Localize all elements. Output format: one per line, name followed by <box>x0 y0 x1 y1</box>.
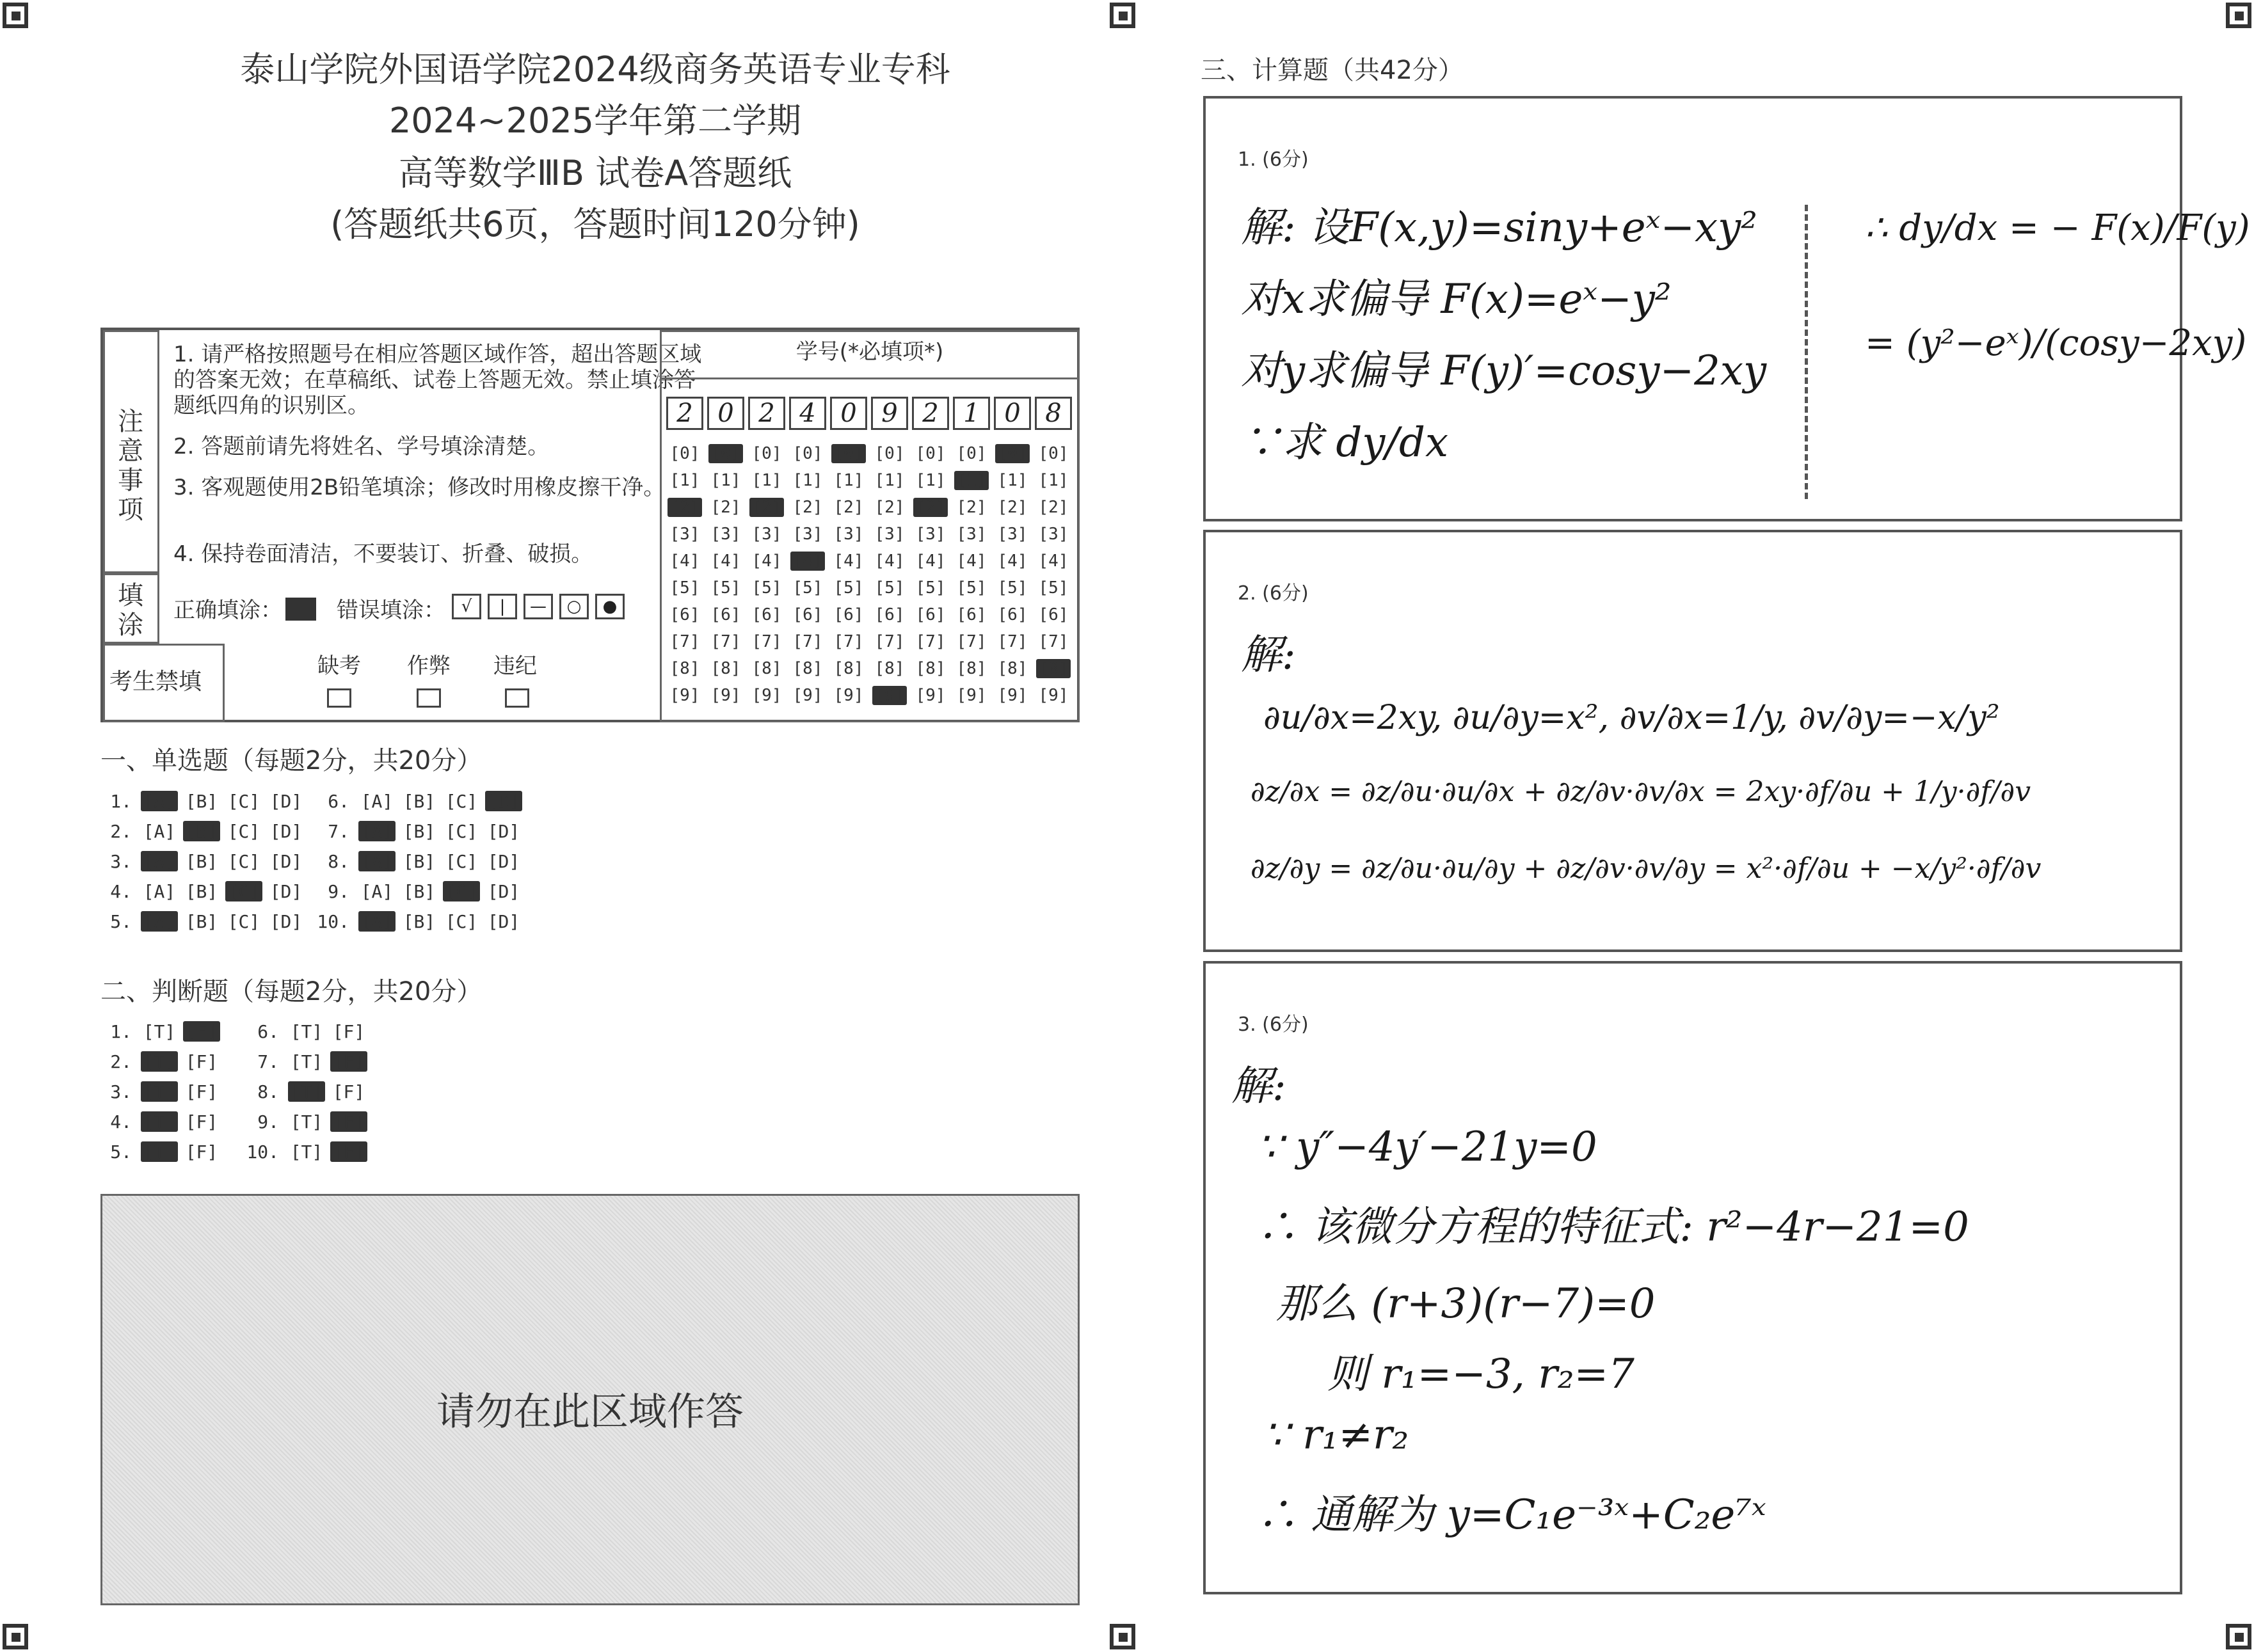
student-id-bubble[interactable]: [0] <box>669 444 700 463</box>
answer-option[interactable]: [B] <box>403 881 436 902</box>
student-id-bubble[interactable]: [9] <box>997 686 1028 705</box>
student-id-bubble[interactable]: [0] <box>1038 444 1069 463</box>
q1-right-line-1: ∴ dy/dx = − F(x)/F(y) <box>1865 207 2250 249</box>
answer-option[interactable]: [A] <box>360 791 394 812</box>
student-id-bubble[interactable]: [6] <box>956 605 987 624</box>
question3-head: 3. (6分) <box>1238 1013 1309 1036</box>
answer-option[interactable]: [T] <box>141 1051 178 1072</box>
student-id-bubble[interactable]: [5] <box>792 578 823 598</box>
student-id-written-digit: 2 <box>666 397 703 430</box>
student-id-bubble[interactable]: [9] <box>956 686 987 705</box>
answer-option[interactable]: [A] <box>141 791 178 811</box>
answer-option[interactable]: [B] <box>403 851 436 872</box>
answer-option[interactable]: [T] <box>290 1021 323 1042</box>
student-id-bubble[interactable]: [8] <box>669 659 700 678</box>
student-id-written-digit: 4 <box>789 397 826 430</box>
question-number: 4. <box>110 881 132 902</box>
student-id-bubble[interactable]: [5] <box>833 578 864 598</box>
answer-option[interactable]: [C] <box>445 821 478 842</box>
notice-block <box>100 328 1080 722</box>
student-id-bubble[interactable]: [2] <box>710 498 741 517</box>
student-id-bubble[interactable]: [9] <box>710 686 741 705</box>
q3-line-7: ∴ 通解为 y=C₁e⁻³ˣ+C₂e⁷ˣ <box>1257 1491 1766 1539</box>
ban-checkbox-violation[interactable] <box>505 688 529 708</box>
answer-option[interactable]: [B] <box>403 821 436 842</box>
question-number: 3. <box>110 851 132 872</box>
student-id-bubble[interactable]: [8] <box>833 659 864 678</box>
ban-checkbox-absent[interactable] <box>327 688 351 708</box>
student-id-bubble[interactable]: [1] <box>833 471 864 490</box>
q3-line-1: 解: <box>1231 1063 1286 1110</box>
student-id-written-digit: 0 <box>994 397 1031 430</box>
student-id-bubble[interactable]: [0] <box>874 444 905 463</box>
student-id-bubble[interactable]: [4] <box>710 552 741 571</box>
answer-option[interactable]: [D] <box>487 881 520 902</box>
answer-option[interactable]: [A] <box>143 821 176 842</box>
exam-title-note: (答题纸共6页，答题时间120分钟) <box>330 204 860 244</box>
student-id-bubble[interactable]: [7] <box>751 632 782 651</box>
fill-wrong-sample: √ <box>452 594 481 619</box>
answer-option[interactable]: [D] <box>487 851 520 872</box>
student-id-bubble[interactable]: [5] <box>751 578 782 598</box>
notice-item-2: 2. 答题前请先将姓名、学号填涂清楚。 <box>173 434 550 459</box>
answer-option[interactable]: [T] <box>141 1111 178 1132</box>
section3-title: 三、计算题（共42分） <box>1201 56 1464 85</box>
student-id-bubble[interactable]: [6] <box>710 605 741 624</box>
answer-option[interactable]: [T] <box>141 1141 178 1162</box>
answer-option[interactable]: [D] <box>485 791 522 811</box>
answer-option[interactable]: [F] <box>185 1051 218 1072</box>
notice-item-1: 1. 请严格按照题号在相应答题区域作答，超出答题区域的答案无效；在草稿纸、试卷上答题无效。禁止填涂答题纸四角的识别区。 <box>173 342 702 418</box>
answer-option[interactable]: [C] <box>227 851 260 872</box>
student-id-bubble[interactable]: [6] <box>669 605 700 624</box>
student-id-bubble[interactable]: [5] <box>915 578 946 598</box>
fill-correct-sample <box>285 598 316 621</box>
student-id-bubble[interactable]: [0] <box>831 444 866 463</box>
student-id-bubble[interactable]: [9] <box>1038 686 1069 705</box>
answer-option[interactable]: [F] <box>330 1051 367 1072</box>
answer-option[interactable]: [B] <box>185 881 218 902</box>
student-id-bubble[interactable]: [4] <box>833 552 864 571</box>
student-id-bubble[interactable]: [6] <box>833 605 864 624</box>
answer-option[interactable]: [B] <box>403 911 436 932</box>
student-id-written-digit: 1 <box>953 397 990 430</box>
exam-title-course: 高等数学ⅢB 试卷A答题纸 <box>398 153 792 193</box>
student-id-bubble[interactable]: [0] <box>956 444 987 463</box>
registration-mark-bottom-left <box>3 1624 28 1649</box>
fill-wrong-label: 错误填涂： <box>337 598 445 623</box>
no-answer-text: 请勿在此区域作答 <box>436 1390 744 1434</box>
registration-mark-bottom-right <box>2226 1624 2251 1649</box>
student-id-bubble[interactable]: [8] <box>792 659 823 678</box>
answer-option[interactable]: [A] <box>141 851 178 871</box>
registration-mark-top-right <box>2226 3 2251 28</box>
student-id-bubble[interactable]: [2] <box>874 498 905 517</box>
question-number: 7. <box>257 1051 279 1072</box>
answer-option[interactable]: [F] <box>330 1141 367 1162</box>
answer-option[interactable]: [T] <box>143 1021 176 1042</box>
ban-checkbox-cheat[interactable] <box>417 688 441 708</box>
q3-line-4: 那么 (r+3)(r−7)=0 <box>1276 1280 1656 1328</box>
student-id-bubble[interactable]: [2] <box>667 498 702 517</box>
student-id-bubble[interactable]: [5] <box>669 578 700 598</box>
q1-line-3: 对y求偏导 F(y)′=cosy−2xy <box>1241 347 1767 395</box>
answer-option[interactable]: [B] <box>185 911 218 932</box>
answer-option[interactable]: [D] <box>269 791 303 812</box>
student-id-bubble[interactable]: [8] <box>997 659 1028 678</box>
student-id-bubble[interactable]: [8] <box>956 659 987 678</box>
student-id-bubble[interactable]: [4] <box>997 552 1028 571</box>
student-id-bubble[interactable]: [0] <box>995 444 1030 463</box>
question-number: 5. <box>110 911 132 932</box>
question-number: 6. <box>257 1021 279 1042</box>
answer-option[interactable]: [A] <box>360 881 394 902</box>
answer-option[interactable]: [C] <box>227 821 260 842</box>
answer-option[interactable]: [A] <box>143 881 176 902</box>
answer-option[interactable]: [T] <box>290 1111 323 1132</box>
answer-option[interactable]: [D] <box>269 881 303 902</box>
question-number: 9. <box>328 881 349 902</box>
student-id-bubble[interactable]: [7] <box>669 632 700 651</box>
notice-item-4: 4. 保持卷面清洁，不要装订、折叠、破损。 <box>173 541 593 567</box>
student-id-bubble[interactable]: [0] <box>915 444 946 463</box>
student-id-bubble[interactable]: [0] <box>751 444 782 463</box>
answer-option[interactable]: [A] <box>141 911 178 932</box>
fill-wrong-sample: | <box>488 594 517 619</box>
answer-option[interactable]: [C] <box>227 911 260 932</box>
q3-line-6: ∵ r₁≠r₂ <box>1263 1411 1409 1459</box>
question2-box <box>1203 530 2182 952</box>
answer-option[interactable]: [F] <box>185 1081 218 1102</box>
fill-wrong-sample: ○ <box>559 594 589 619</box>
student-id-bubble[interactable]: [3] <box>1038 525 1069 544</box>
answer-option[interactable]: [D] <box>269 821 303 842</box>
student-id-bubble[interactable]: [9] <box>669 686 700 705</box>
registration-mark-bottom-center <box>1110 1624 1135 1649</box>
ban-label: 考生禁填 <box>109 669 202 695</box>
question1-box <box>1203 96 2250 521</box>
student-id-bubble[interactable]: [2] <box>997 498 1028 517</box>
student-id-bubble[interactable]: [7] <box>1038 632 1069 651</box>
student-id-bubble[interactable]: [7] <box>710 632 741 651</box>
student-id-bubble[interactable]: [4] <box>790 552 825 571</box>
section2-title: 二、判断题（每题2分，共20分） <box>100 977 483 1006</box>
question-number: 2. <box>110 1051 132 1072</box>
answer-option[interactable]: [T] <box>141 1081 178 1102</box>
student-id-bubble[interactable]: [7] <box>956 632 987 651</box>
student-id-divider <box>660 377 1080 379</box>
student-id-bubble[interactable]: [6] <box>1038 605 1069 624</box>
student-id-bubble[interactable]: [3] <box>792 525 823 544</box>
student-id-bubble[interactable]: [2] <box>913 498 948 517</box>
registration-mark-top-left <box>3 3 28 28</box>
student-id-bubble[interactable]: [0] <box>708 444 743 463</box>
answer-option[interactable]: [D] <box>269 911 303 932</box>
answer-option[interactable]: [F] <box>185 1141 218 1163</box>
answer-option[interactable]: [B] <box>183 821 220 841</box>
student-id-bubble[interactable]: [7] <box>874 632 905 651</box>
student-id-bubble[interactable]: [2] <box>749 498 784 517</box>
answer-option[interactable]: [C] <box>445 911 478 932</box>
answer-option[interactable]: [D] <box>487 821 520 842</box>
student-id-bubble[interactable]: [3] <box>997 525 1028 544</box>
student-id-bubble[interactable]: [3] <box>956 525 987 544</box>
question-number: 5. <box>110 1141 132 1163</box>
q2-line-2: ∂u/∂x=2xy, ∂u/∂y=x², ∂v/∂x=1/y, ∂v/∂y=−x/y² <box>1263 699 2000 737</box>
student-id-bubble[interactable]: [3] <box>669 525 700 544</box>
student-id-bubble[interactable]: [7] <box>915 632 946 651</box>
question1-head: 1. (6分) <box>1238 148 1309 171</box>
student-id-bubble[interactable]: [8] <box>751 659 782 678</box>
student-id-bubble[interactable]: [2] <box>792 498 823 517</box>
answer-option[interactable]: [C] <box>225 881 262 901</box>
q1-divider-dashed <box>1805 205 1808 499</box>
q3-line-2: ∵ y″−4y′−21y=0 <box>1257 1124 1597 1171</box>
question2-head: 2. (6分) <box>1238 582 1309 605</box>
notice-item-3: 3. 客观题使用2B铅笔填涂；修改时用橡皮擦干净。 <box>173 475 666 500</box>
fill-label: 填涂 <box>118 581 143 640</box>
question-number: 10. <box>246 1141 279 1163</box>
q1-line-2: 对x求偏导 F(x)=eˣ−y² <box>1241 276 1672 323</box>
q3-line-3: ∴ 该微分方程的特征式: r²−4r−21=0 <box>1257 1203 1969 1251</box>
question-number: 9. <box>257 1111 279 1132</box>
q2-line-4: ∂z/∂y = ∂z/∂u·∂u/∂y + ∂z/∂v·∂v/∂y = x²·∂f/∂u + −x/y²·∂f/∂v <box>1251 852 2042 885</box>
student-id-bubble[interactable]: [2] <box>1038 498 1069 517</box>
exam-title-school: 泰山学院外国语学院2024级商务英语专业专科 <box>240 49 950 90</box>
student-id-written-digit: 9 <box>871 397 908 430</box>
registration-mark-top-center <box>1110 3 1135 28</box>
student-id-bubble[interactable]: [4] <box>751 552 782 571</box>
student-id-bubble[interactable]: [9] <box>915 686 946 705</box>
answer-option[interactable]: [T] <box>290 1141 323 1163</box>
answer-option[interactable]: [T] <box>290 1051 323 1072</box>
q1-line-4: ∵求 dy/dx <box>1241 419 1449 466</box>
student-id-bubble[interactable]: [6] <box>874 605 905 624</box>
student-id-bubble[interactable]: [3] <box>874 525 905 544</box>
student-id-bubble[interactable]: [7] <box>833 632 864 651</box>
ban-item-absent: 缺考 <box>317 653 361 679</box>
student-id-bubble[interactable]: [3] <box>833 525 864 544</box>
student-id-bubble[interactable]: [1] <box>915 471 946 490</box>
student-id-bubble[interactable]: [4] <box>915 552 946 571</box>
question3-box <box>1203 961 2182 1594</box>
student-id-bubble[interactable]: [3] <box>710 525 741 544</box>
student-id-bubble[interactable]: [8] <box>710 659 741 678</box>
answer-option[interactable]: [D] <box>269 851 303 872</box>
student-id-bubble[interactable]: [3] <box>915 525 946 544</box>
student-id-bubble[interactable]: [4] <box>1038 552 1069 571</box>
student-id-bubble[interactable]: [4] <box>956 552 987 571</box>
q1-right-line-2: = (y²−eˣ)/(cosy−2xy) <box>1865 322 2247 364</box>
student-id-bubble[interactable]: [2] <box>956 498 987 517</box>
fill-correct-label: 正确填涂： <box>173 598 282 623</box>
student-id-bubble[interactable]: [6] <box>751 605 782 624</box>
student-id-bubble[interactable]: [6] <box>792 605 823 624</box>
student-id-bubble[interactable]: [8] <box>915 659 946 678</box>
student-id-bubble[interactable]: [1] <box>751 471 782 490</box>
student-id-written-digit: 2 <box>748 397 785 430</box>
ban-item-violation: 违纪 <box>493 653 537 679</box>
answer-option[interactable]: [B] <box>185 851 218 872</box>
ban-item-cheat: 作弊 <box>407 653 451 679</box>
q3-line-5: 则 r₁=−3, r₂=7 <box>1327 1351 1635 1398</box>
answer-option[interactable]: [B] <box>403 791 436 812</box>
question-number: 6. <box>328 791 349 812</box>
student-id-bubble[interactable]: [4] <box>874 552 905 571</box>
student-id-bubble[interactable]: [9] <box>872 686 907 705</box>
question-number: 7. <box>328 821 349 842</box>
student-id-bubble[interactable]: [6] <box>997 605 1028 624</box>
answer-option[interactable]: [C] <box>445 851 478 872</box>
student-id-bubble[interactable]: [9] <box>751 686 782 705</box>
answer-option[interactable]: [D] <box>487 911 520 932</box>
student-id-bubble[interactable]: [7] <box>792 632 823 651</box>
student-id-bubble[interactable]: [7] <box>997 632 1028 651</box>
question-number: 1. <box>110 791 132 812</box>
answer-option[interactable]: [A] <box>358 821 396 841</box>
student-id-written-digit: 2 <box>912 397 949 430</box>
question-number: 2. <box>110 821 132 842</box>
question-number: 8. <box>328 851 349 872</box>
student-id-bubble[interactable]: [1] <box>997 471 1028 490</box>
answer-option[interactable]: [T] <box>288 1081 325 1102</box>
answer-option[interactable]: [F] <box>330 1111 367 1132</box>
answer-option[interactable]: [F] <box>332 1081 365 1102</box>
student-id-bubble[interactable]: [5] <box>874 578 905 598</box>
student-id-bubble[interactable]: [8] <box>874 659 905 678</box>
student-id-title: 学号(*必填项*) <box>795 339 944 365</box>
answer-option[interactable]: [C] <box>227 791 260 812</box>
student-id-bubble[interactable]: [9] <box>833 686 864 705</box>
student-id-written-digit: 8 <box>1035 397 1072 430</box>
answer-option[interactable]: [A] <box>358 911 396 932</box>
student-id-written-digit: 0 <box>830 397 867 430</box>
question-number: 10. <box>317 911 349 932</box>
question-number: 3. <box>110 1081 132 1102</box>
student-id-bubble[interactable]: [5] <box>710 578 741 598</box>
answer-option[interactable]: [F] <box>183 1021 220 1042</box>
fill-wrong-sample: ● <box>595 594 625 619</box>
student-id-bubble[interactable]: [1] <box>874 471 905 490</box>
fill-wrong-sample: — <box>524 594 553 619</box>
student-id-written-digit: 0 <box>707 397 744 430</box>
answer-option[interactable]: [C] <box>443 881 480 901</box>
exam-title-term: 2024~2025学年第二学期 <box>388 100 802 141</box>
notice-label: 注意事项 <box>118 407 143 525</box>
answer-option[interactable]: [C] <box>445 791 478 812</box>
student-id-bubble[interactable]: [9] <box>792 686 823 705</box>
student-id-bubble[interactable]: [3] <box>751 525 782 544</box>
student-id-bubble[interactable]: [1] <box>954 471 989 490</box>
question-number: 1. <box>110 1021 132 1042</box>
student-id-bubble[interactable]: [8] <box>1036 659 1071 678</box>
student-id-bubble[interactable]: [1] <box>792 471 823 490</box>
q1-line-1: 解: 设F(x,y)=siny+eˣ−xy² <box>1241 204 1757 251</box>
answer-option[interactable]: [A] <box>358 851 396 871</box>
section1-title: 一、单选题（每题2分，共20分） <box>100 746 483 775</box>
q2-line-3: ∂z/∂x = ∂z/∂u·∂u/∂x + ∂z/∂v·∂v/∂x = 2xy·∂f/∂u + 1/y·∂f/∂v <box>1251 775 2031 808</box>
student-id-bubble[interactable]: [1] <box>710 471 741 490</box>
student-id-bubble[interactable]: [5] <box>997 578 1028 598</box>
question-number: 8. <box>257 1081 279 1102</box>
student-id-bubble[interactable]: [4] <box>669 552 700 571</box>
no-answer-area <box>100 1194 1080 1605</box>
student-id-bubble[interactable]: [1] <box>1038 471 1069 490</box>
student-id-bubble[interactable]: [5] <box>956 578 987 598</box>
student-id-bubble[interactable]: [1] <box>669 471 700 490</box>
question-number: 4. <box>110 1111 132 1132</box>
answer-option[interactable]: [B] <box>185 791 218 812</box>
answer-option[interactable]: [F] <box>185 1111 218 1132</box>
student-id-bubble[interactable]: [0] <box>792 444 823 463</box>
student-id-bubble[interactable]: [5] <box>1038 578 1069 598</box>
student-id-bubble[interactable]: [2] <box>833 498 864 517</box>
student-id-bubble[interactable]: [6] <box>915 605 946 624</box>
q2-line-1: 解: <box>1241 631 1296 679</box>
answer-option[interactable]: [F] <box>332 1021 365 1042</box>
